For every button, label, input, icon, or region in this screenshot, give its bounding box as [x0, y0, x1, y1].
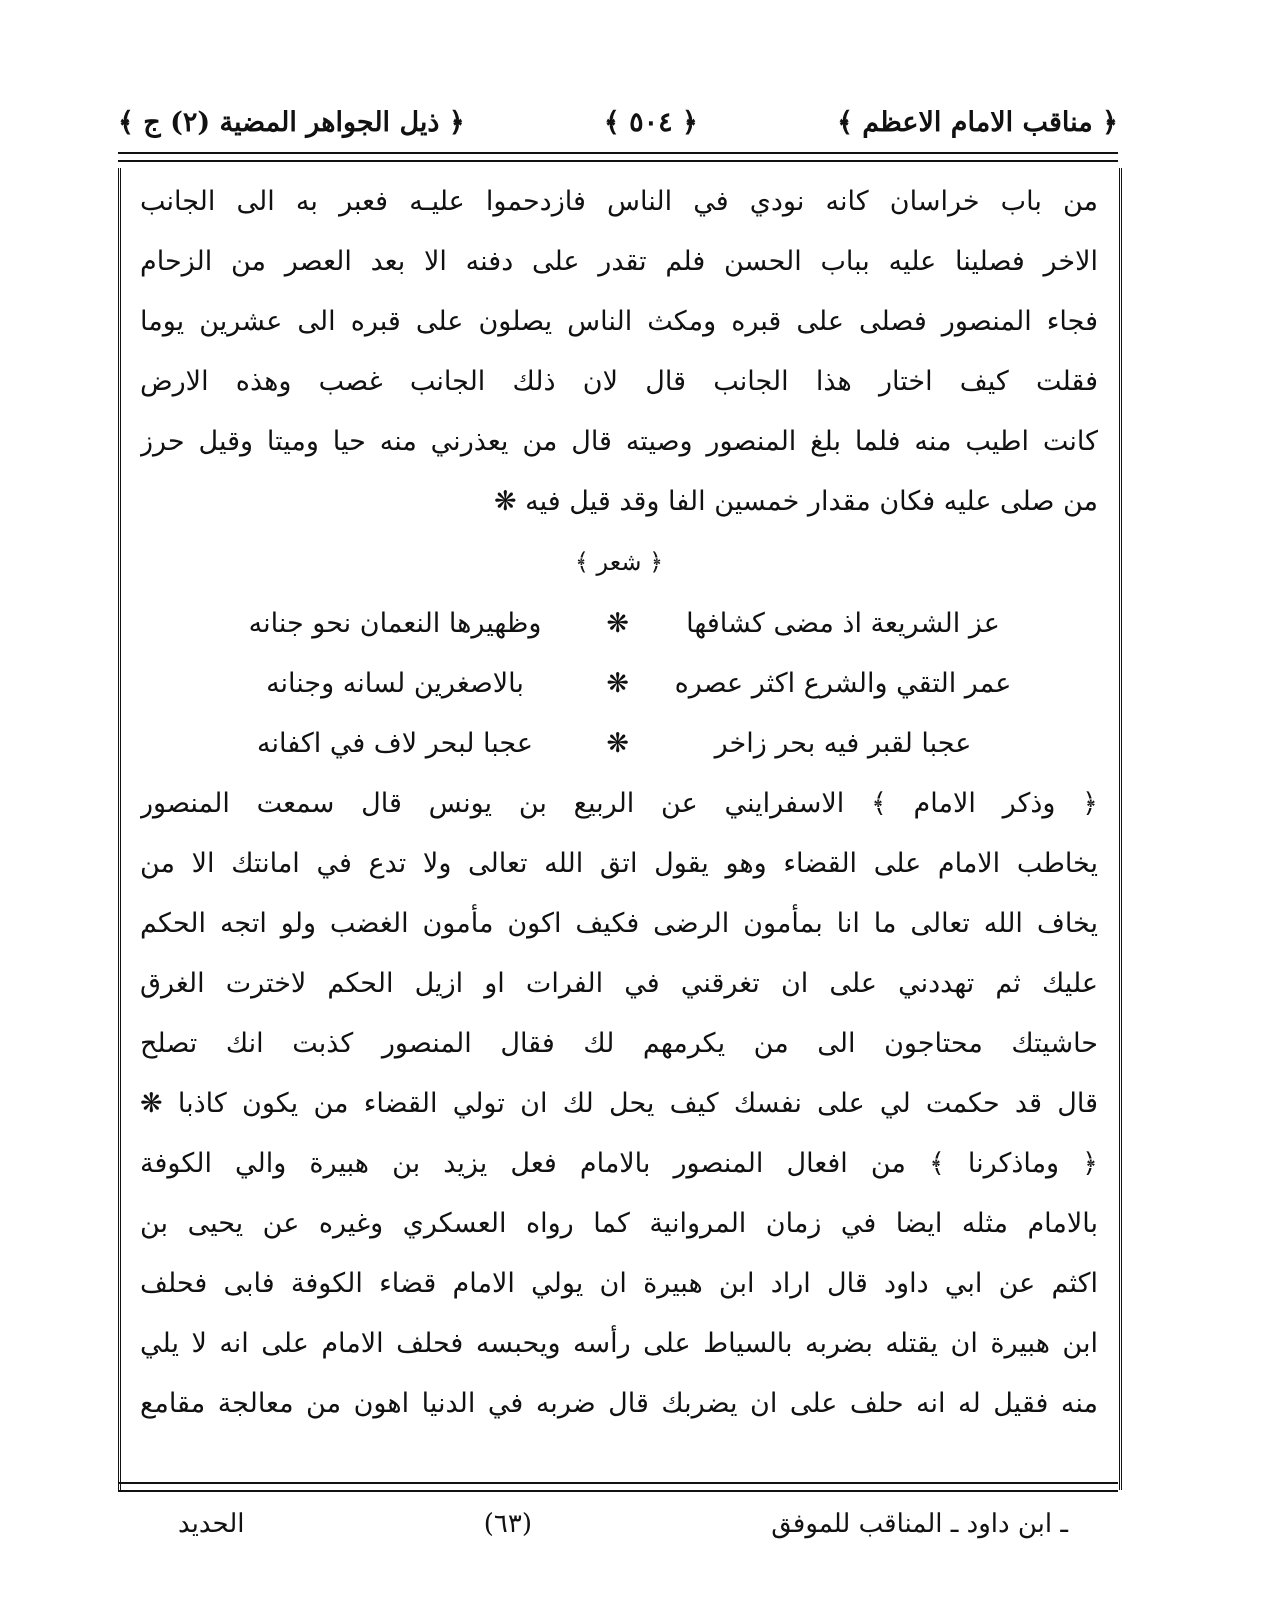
footnote-source: ـ ابن داود ـ المناقب للموفق — [771, 1509, 1068, 1539]
poem — [140, 594, 1098, 774]
main-text — [140, 172, 1098, 1434]
text-line: بالامام مثله ايضا في زمان المروانية كما رواه العسكري وغيره عن يحيى بن — [140, 1208, 1098, 1239]
text-line: يخاطب الامام على القضاء وهو يقول اتق الله تعالى ولا تدع في امانتك الا من — [140, 848, 1098, 879]
text-line: كانت اطيب منه فلما بلغ المنصور وصيته قال من يعذرني منه حيا وميتا وقيل حرز — [140, 426, 1098, 457]
hemistich-first: عز الشريعة اذ مضى كشافها — [686, 608, 1000, 639]
verse-separator-icon: ❋ — [606, 608, 629, 639]
text-line: ابن هبيرة ان يقتله بضربه بالسياط على رأسه ويحبسه فحلف الامام على انه لا يلي — [140, 1328, 1098, 1359]
paragraph-burial — [140, 172, 1098, 532]
text-line: فجاء المنصور فصلى على قبره ومكث الناس يصلون على قبره الى عشرين يوما — [140, 306, 1098, 337]
text-line: حاشيتك محتاجون الى من يكرمهم لك فقال المنصور كذبت انك تصلح — [140, 1028, 1098, 1059]
footnote-line — [118, 1494, 1118, 1554]
hemistich-second: عجبا لبحر لاف في اكفانه — [257, 728, 533, 759]
text-line: عليك ثم تهددني على ان تغرقني في الفرات او ازيل الحكم لاخترت الغرق — [140, 968, 1098, 999]
poem-verse — [140, 654, 1098, 714]
hemistich-first: عمر التقي والشرع اكثر عصره — [674, 668, 1012, 699]
text-line: من صلى عليه فكان مقدار خمسين الفا وقد قيل فيه ❋ — [493, 486, 1098, 517]
verse-separator-icon: ❋ — [606, 728, 629, 759]
text-line: منه فقيل له انه حلف على ان يضربك قال ضربه في الدنيا اهون من معالجة مقامع — [140, 1388, 1098, 1419]
footnote-continuation: الحديد — [178, 1509, 245, 1539]
text-line: ﴿ وماذكرنا ﴾ من افعال المنصور بالامام فعل يزيد بن هبيرة والي الكوفة — [140, 1148, 1098, 1179]
poem-verse — [140, 594, 1098, 654]
hemistich-first: عجبا لقبر فيه بحر زاخر — [714, 728, 972, 759]
footer-rule-bottom — [118, 1490, 1118, 1492]
header-book-title: ﴿ ذيل الجواهر المضية (٢) ج ﴾ — [118, 106, 465, 138]
text-line: من باب خراسان كانه نودي في الناس فازدحموا عليـه فعبر به الى الجانب — [140, 186, 1098, 217]
poem-verse — [140, 714, 1098, 774]
text-line: يخاف الله تعالى ما انا بمأمون الرضى فكيف اكون مأمون الغضب ولو اتجه الحكم — [140, 908, 1098, 939]
hemistich-second: بالاصغرين لسانه وجنانه — [266, 668, 524, 699]
text-line: فقلت كيف اختار هذا الجانب قال لان ذلك الجانب غصب وهذه الارض — [140, 366, 1098, 397]
header-page-number: ﴿ ٥٠٤ ﴾ — [603, 106, 698, 138]
footnote-number: (٦٣) — [483, 1509, 532, 1539]
footer-rule-top — [118, 1482, 1118, 1484]
header-section-title: ﴿ مناقب الامام الاعظم ﴾ — [837, 106, 1118, 138]
text-line: الاخر فصلينا عليه بباب الحسن فلم تقدر على دفنه الا بعد العصر من الزحام — [140, 246, 1098, 277]
header-rule-bottom — [118, 160, 1118, 162]
hemistich-second: وظهيرها النعمان نحو جنانه — [248, 608, 542, 639]
header-rule-top — [118, 152, 1118, 154]
text-line: اكثم عن ابي داود قال اراد ابن هبيرة ان يولي الامام قضاء الكوفة فابى فحلف — [140, 1268, 1098, 1299]
text-line: قال قد حكمت لي على نفسك كيف يحل لك ان تولي القضاء من يكون كاذبا ❋ — [140, 1088, 1098, 1119]
paragraph-mansur — [140, 774, 1098, 1434]
poem-heading: ﴿ شعر ﴾ — [574, 548, 664, 576]
verse-separator-icon: ❋ — [606, 668, 629, 699]
text-line: ﴿ وذكر الامام ﴾ الاسفرايني عن الربيع بن يونس قال سمعت المنصور — [140, 788, 1098, 819]
